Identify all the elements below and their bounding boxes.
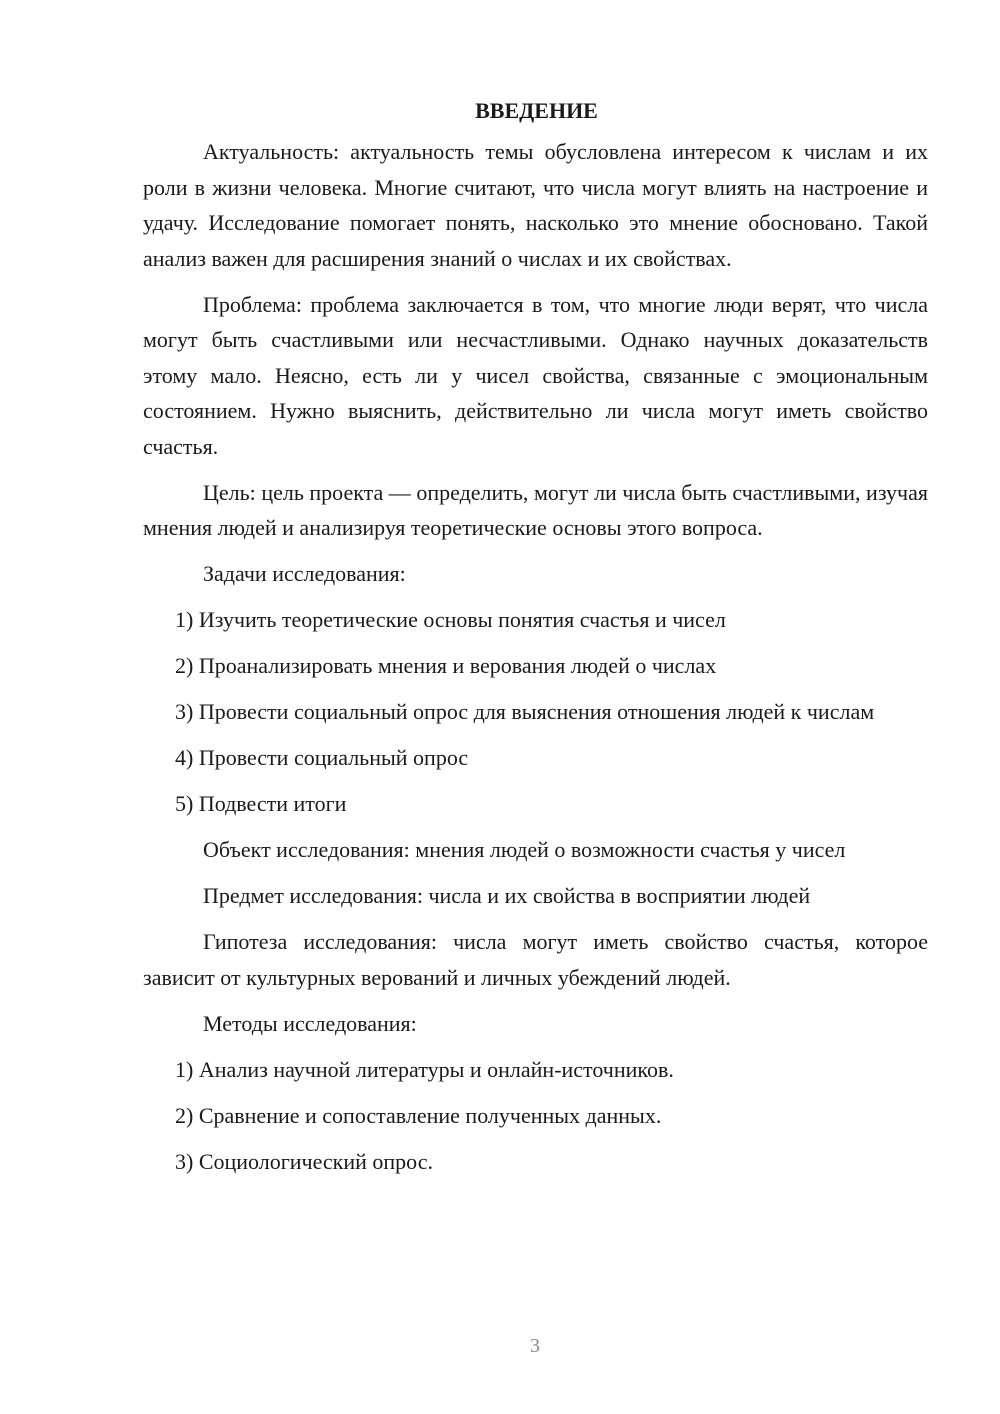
subject-paragraph: Предмет исследования: числа и их свойства в восприятии людей — [203, 883, 811, 908]
page-number: 3 — [530, 1335, 540, 1357]
task-item: 3) Провести социальный опрос для выяснения отношения людей к числам — [175, 699, 875, 724]
object-paragraph: Объект исследования: мнения людей о возможности счастья у чисел — [203, 837, 846, 862]
task-item: 2) Проанализировать мнения и верования людей о числах — [175, 653, 717, 678]
goal-paragraph: Цель: цель проекта — определить, могут ли числа быть счастливыми, изучая мнения людей и анализируя теоретические основы этого вопроса. — [143, 479, 928, 540]
relevance-paragraph: Актуальность: актуальность темы обусловлена интересом к числам и их роли в жизни человека. Многие считают, что числа могут влиять на настроение и удачу. Исследование помогает понять, насколько это мнение обосновано. Такой анализ важен для расширения знаний о числах и их свойствах. — [143, 139, 928, 271]
method-item: 3) Социологический опрос. — [175, 1148, 433, 1174]
task-item: 1) Изучить теоретические основы понятия счастья и чисел — [175, 607, 726, 632]
method-item: 1) Анализ научной литературы и онлайн-источников. — [175, 1056, 674, 1082]
hypothesis-paragraph: Гипотеза исследования: числа могут иметь свойство счастья, которое зависит от культурных верований и личных убеждений людей. — [143, 929, 928, 990]
task-item: 4) Провести социальный опрос — [175, 745, 469, 770]
document-page — [143, 98, 928, 1190]
task-item: 5) Подвести итоги — [175, 791, 347, 816]
method-item: 2) Сравнение и сопоставление полученных данных. — [175, 1102, 662, 1128]
tasks-heading: Задачи исследования: — [203, 561, 406, 586]
methods-heading: Методы исследования: — [203, 1010, 417, 1036]
problem-paragraph: Проблема: проблема заключается в том, что многие люди верят, что числа могут быть счастливыми или несчастливыми. Однако научных доказательств этому мало. Неясно, есть ли у чисел свойства, связанные с эмоциональным состоянием. Нужно выяснить, действительно ли числа могут иметь свойство счастья. — [143, 291, 928, 459]
section-title: ВВЕДЕНИЕ — [475, 98, 598, 123]
